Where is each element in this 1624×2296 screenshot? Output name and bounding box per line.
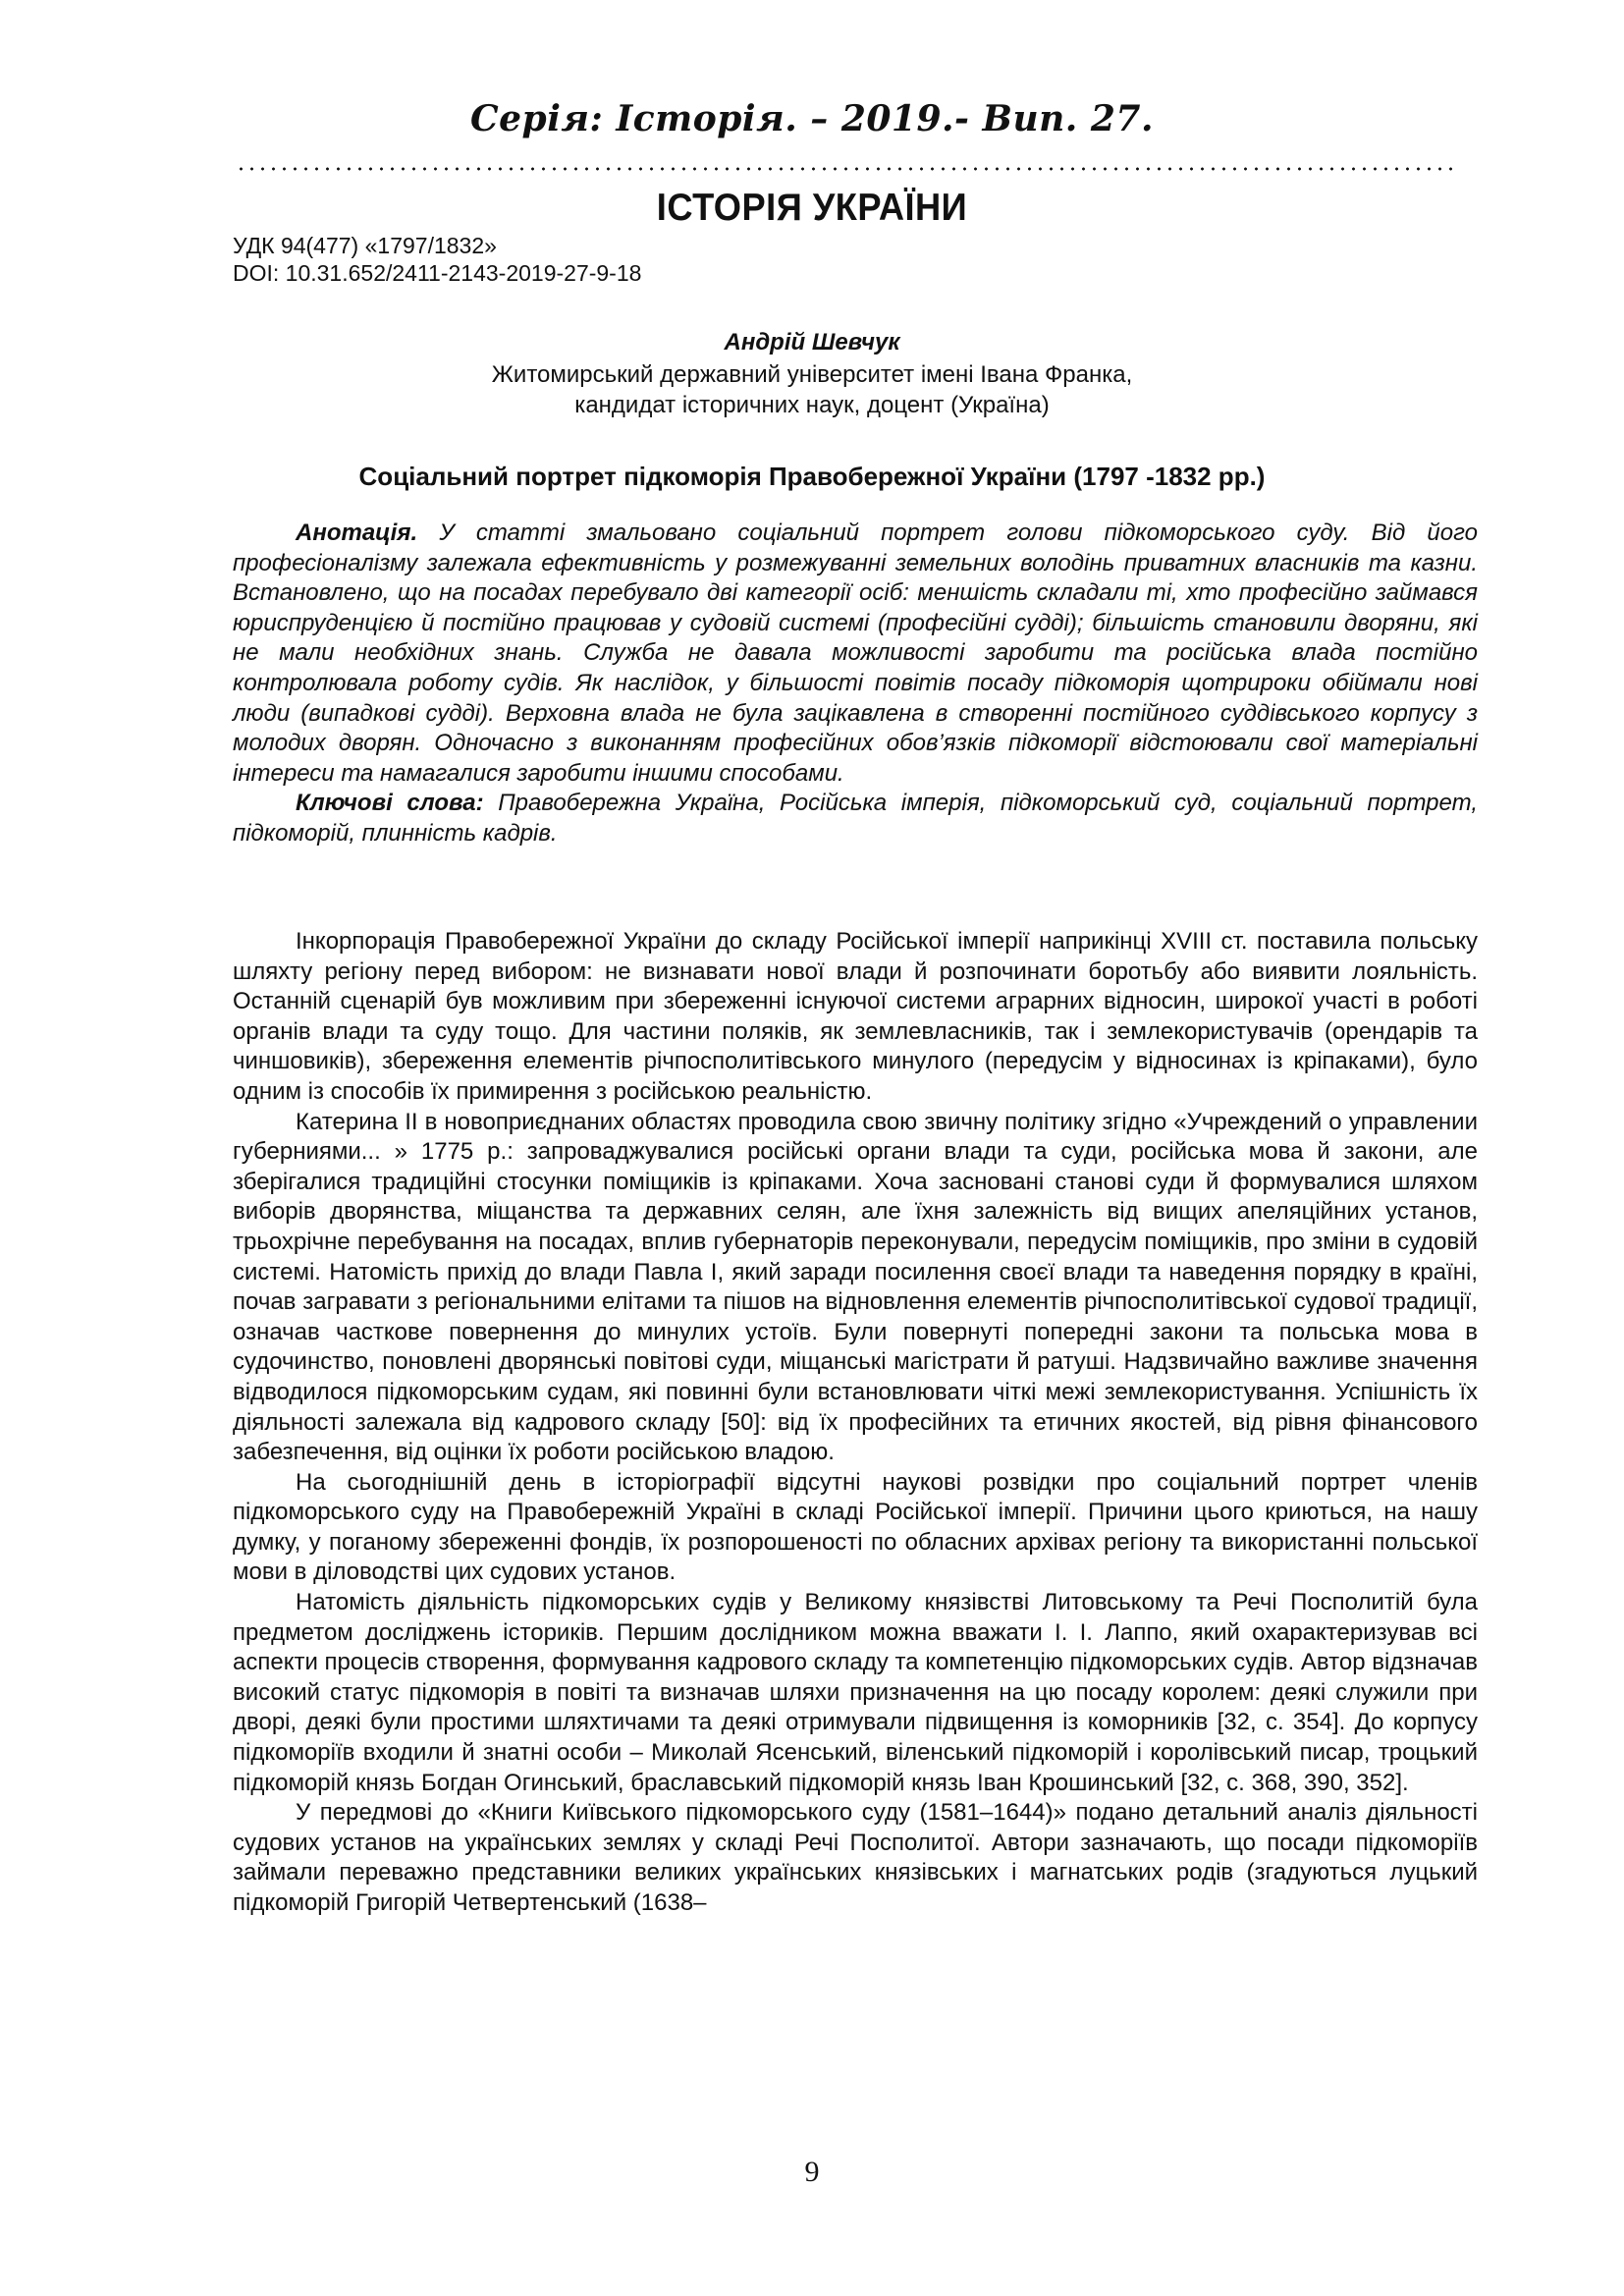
body-paragraph: Катерина ІІ в новоприєднаних областях проводила свою звичну політику згідно «Учреждений о управлении губерниями... » 1775 р.: запроваджувалися російські органи влади та суди, російська мова й закони, але зберігалися традиційні стосунки поміщиків із кріпаками. Хоча засновані станові суди й формувалися шляхом виборів дворянства, міщанства та державних селян, але їхня залежність від вищих апеляційних установ, трьохрічне перебування на посадах, вплив губернаторів переконували, передусім поміщиків, про зміни в судовій системі. Натомість прихід до влади Павла І, який заради посилення своєї влади та наведення порядку в країні, почав загравати з регіональними елітами та пішов на відновлення елементів річпосполитівської судової традиції, означав часткове повернення до минулих устоїв. Були повернуті попередні закони та польська мова в судочинство, поновлені дворянські повітові суди, міщанські магістрати й ратуші. Надзвичайно важливе значення відводилося підкоморським судам, які повинні були встановлювати чіткі межі землекористування. Успішність їх діяльності залежала від кадрового складу [50]: від їх професійних та етичних якостей, від рівня фінансового забезпечення, від оцінки їх роботи російською владою. — [233, 1108, 1478, 1466]
author-name: Андрій Шевчук — [724, 329, 900, 355]
abstract-label: Анотація. — [296, 519, 418, 546]
author-affiliation-line2: кандидат історичних наук, доцент (Україна) — [574, 392, 1050, 418]
keywords-paragraph — [233, 789, 1478, 848]
article-body — [233, 927, 1478, 1919]
dotted-separator — [236, 167, 1453, 171]
abstract-paragraph — [233, 519, 1478, 789]
body-paragraph: Натомість діяльність підкоморських судів у Великому князівстві Литовському та Речі Посполитій була предметом досліджень істориків. Першим дослідником можна вважати І. І. Лаппо, який охарактеризував всі аспекти процесів створення, формування кадрового складу та компетенцію підкоморських судів. Автор відзначав високий статус підкоморія в повіті та визначав шляхи призначення на цю посаду королем: деякі служили при дворі, деякі були простими шляхтичами та деякі отримували підвищення із коморників [32, с. 354]. До корпусу підкоморіїв входили й знатні особи – Миколай Ясенський, віленський підкоморій і королівський писар, троцький підкоморій князь Богдан Огинський, браславський підкоморій князь Іван Крошинський [32, с. 368, 390, 352]. — [233, 1589, 1478, 1796]
keywords-label: Ключові слова: — [296, 790, 484, 817]
body-paragraph: Інкорпорація Правобережної України до складу Російської імперії наприкінці XVIII ст. поставила польську шляхту регіону перед вибором: не визнавати нової влади й розпочинати боротьбу або виявити лояльність. Останній сценарій був можливим при збереженні існуючої системи аграрних відносин, широкої участі в роботі органів влади та суду тощо. Для частини поляків, як землевласників, так і землекористувачів (орендарів та чиншовиків), збереження елементів річпосполитівського минулого (передусім у відносинах із кріпаками), було одним із способів їх примирення з російською реальністю. — [233, 928, 1478, 1105]
body-paragraph: На сьогоднішній день в історіографії відсутні наукові розвідки про соціальний портрет членів підкоморського суду на Правобережній Україні в складі Російської імперії. Причини цього криються, на нашу думку, у поганому збереженні фондів, їх розпорошеності по обласних архівах регіону та використанні польської мови в діловодстві цих судових установ. — [233, 1468, 1478, 1586]
udc-code: УДК 94(477) «1797/1832» — [233, 233, 497, 258]
article-title: Соціальний портрет підкоморія Правобережної України (1797 -1832 рр.) — [358, 462, 1266, 491]
author-affiliation-line1: Житомирський державний університет імені Івана Франка, — [491, 361, 1133, 388]
page-number: 9 — [804, 2156, 820, 2188]
section-heading: ІСТОРІЯ УКРАЇНИ — [656, 187, 968, 229]
journal-series-header: Серія: Історія. – 2019.- Вип. 27. — [469, 98, 1155, 139]
abstract-text: У статті змальовано соціальний портрет голови підкоморського суду. Від його професіоналізму залежала ефективність у розмежуванні земельних володінь приватних власників та казни. Встановлено, що на посадах перебувало дві категорії осіб: меншість складали ті, хто професійно займався юриспруденцією й постійно працював у судовій системі (професійні судді); більшість становили дворяни, які не мали необхідних знань. Служба не давала можливості заробити та російська влада постійно контролювала роботу судів. Як наслідок, у більшості повітів посаду підкоморія щотрироки обіймали нові люди (випадкові судді). Верховна влада не була зацікавлена в створенні постійного суддівського корпусу з молодих дворян. Одночасно з виконанням професійних обов’язків підкоморії відстоювали свої матеріальні інтереси та намагалися заробити іншими способами. — [233, 519, 1478, 787]
abstract-block — [233, 519, 1478, 849]
doi: DOI: 10.31.652/2411-2143-2019-27-9-18 — [233, 260, 642, 286]
keywords-text: Правобережна Україна, Російська імперія, підкоморський суд, соціальний портрет, підкоморій, плинність кадрів. — [233, 790, 1478, 847]
body-paragraph: У передмові до «Книги Київського підкоморського суду (1581–1644)» подано детальний аналіз діяльності судових установ на українських землях у складі Речі Посполитої. Автори зазначають, що посади підкоморіїв займали переважно представники великих українських князівських і магнатських родів (згадуються луцький підкоморій Григорій Четвертенський (1638– — [233, 1799, 1478, 1916]
